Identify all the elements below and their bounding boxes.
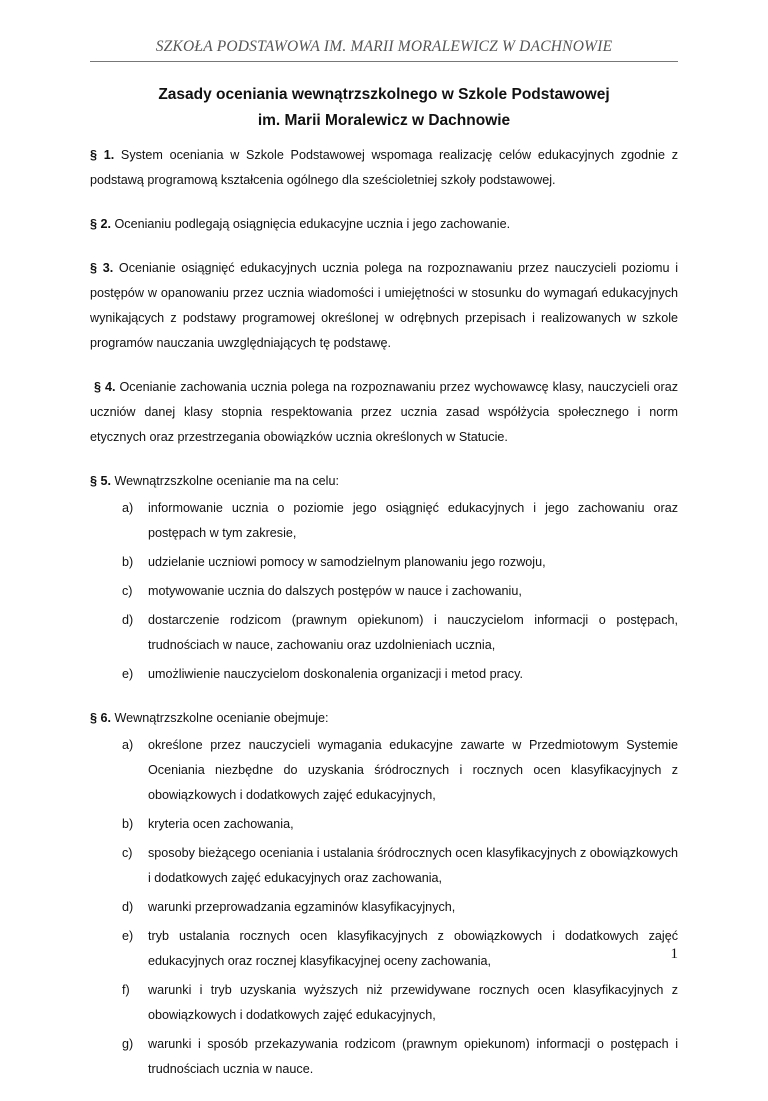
list-item-text: warunki i sposób przekazywania rodzicom (prawnym opiekunom) informacji o postępach i trudnościach ucznia w nauce. <box>148 1037 678 1076</box>
list-item-letter: b) <box>122 817 134 831</box>
paragraph-text: Wewnątrzszkolne ocenianie obejmuje: <box>111 711 329 725</box>
list-item <box>90 662 678 687</box>
list-item <box>90 1032 678 1082</box>
paragraph-6 <box>90 706 678 731</box>
list-item-text: umożliwienie nauczycielom doskonalenia organizacji i metod pracy. <box>148 667 523 681</box>
paragraph-6-list <box>90 733 678 1082</box>
paragraph-text: Ocenianiu podlegają osiągnięcia edukacyjne ucznia i jego zachowanie. <box>111 217 511 231</box>
list-item-text: udzielanie uczniowi pomocy w samodzielnym planowaniu jego rozwoju, <box>148 555 546 569</box>
list-item-letter: a) <box>122 738 134 752</box>
title-line-1: Zasady oceniania wewnątrzszkolnego w Szkole Podstawowej <box>158 86 610 103</box>
list-item <box>90 812 678 837</box>
header-divider <box>90 61 678 62</box>
paragraph-1 <box>90 143 678 193</box>
list-item-letter: d) <box>122 900 134 914</box>
paragraph-text: Wewnątrzszkolne ocenianie ma na celu: <box>111 474 339 488</box>
list-item <box>90 895 678 920</box>
list-item-text: kryteria ocen zachowania, <box>148 817 294 831</box>
list-item-letter: e) <box>122 667 134 681</box>
paragraph-4 <box>90 375 678 450</box>
paragraph-5 <box>90 469 678 494</box>
list-item-text: warunki i tryb uzyskania wyższych niż przewidywane rocznych ocen klasyfikacyjnych z obowiązkowych i dodatkowych zajęć edukacyjnych, <box>148 983 678 1022</box>
paragraph-number: § 3. <box>90 261 114 275</box>
paragraph-5-list <box>90 496 678 687</box>
list-item <box>90 733 678 808</box>
list-item-text: określone przez nauczycieli wymagania edukacyjne zawarte w Przedmiotowym Systemie Oceniania niezbędne do uzyskania śródrocznych i rocznych ocen klasyfikacyjnych z obowiązkowych i dodatkowych zajęć edukacyjnych, <box>148 738 678 802</box>
list-item <box>90 978 678 1028</box>
title-line-2: im. Marii Moralewicz w Dachnowie <box>257 112 511 129</box>
paragraph-number: § 2. <box>90 217 112 231</box>
paragraph-number: § 6. <box>90 711 112 725</box>
paragraph-number: § 4. <box>94 380 116 394</box>
list-item <box>90 496 678 546</box>
list-item <box>90 608 678 658</box>
list-item-text: warunki przeprowadzania egzaminów klasyfikacyjnych, <box>148 900 456 914</box>
document-body <box>90 143 678 1101</box>
paragraph-text: Ocenianie zachowania ucznia polega na rozpoznawaniu przez wychowawcę klasy, nauczycieli oraz uczniów danej klasy stopnia respektowania przez ucznia zasad współżycia społecznego i norm etycznych oraz przestrzegania obowiązków ucznia określonych w Statucie. <box>90 380 678 444</box>
list-item-text: informowanie ucznia o poziomie jego osiągnięć edukacyjnych i jego zachowaniu oraz postępach w tym zakresie, <box>148 501 678 540</box>
list-item-letter: f) <box>122 983 130 997</box>
list-item-letter: a) <box>122 501 134 515</box>
running-header: SZKOŁA PODSTAWOWA IM. MARII MORALEWICZ W DACHNOWIE <box>155 38 613 55</box>
list-item-letter: e) <box>122 929 134 943</box>
list-item-letter: g) <box>122 1037 134 1051</box>
list-item <box>90 841 678 891</box>
list-item-text: motywowanie ucznia do dalszych postępów w nauce i zachowaniu, <box>148 584 522 598</box>
list-item-text: tryb ustalania rocznych ocen klasyfikacyjnych z obowiązkowych i dodatkowych zajęć edukacyjnych oraz rocznej klasyfikacyjnej oceny zachowania, <box>148 929 678 968</box>
list-item-letter: c) <box>122 584 133 598</box>
list-item-text: dostarczenie rodzicom (prawnym opiekunom) i nauczycielom informacji o postępach, trudnościach w nauce, zachowaniu oraz uzdolnieniach ucznia, <box>148 613 678 652</box>
list-item-letter: c) <box>122 846 133 860</box>
paragraph-2 <box>90 212 678 237</box>
paragraph-3 <box>90 256 678 356</box>
list-item-letter: d) <box>122 613 134 627</box>
paragraph-number: § 5. <box>90 474 112 488</box>
paragraph-number: § 1. <box>90 148 115 162</box>
list-item-letter: b) <box>122 555 134 569</box>
list-item <box>90 924 678 974</box>
list-item <box>90 579 678 604</box>
document-title <box>90 82 678 134</box>
page-number: 1 <box>670 946 678 962</box>
paragraph-text: Ocenianie osiągnięć edukacyjnych ucznia polega na rozpoznawaniu przez nauczycieli poziomu i postępów w opanowaniu przez ucznia wiadomości i umiejętności w stosunku do wymagań edukacyjnych wynikających z podstawy programowej określonej w odrębnych przepisach i realizowanych w szkole programów nauczania uwzględniających tę podstawę. <box>90 261 678 350</box>
paragraph-text: System oceniania w Szkole Podstawowej wspomaga realizację celów edukacyjnych zgodnie z podstawą programową kształcenia ogólnego dla sześcioletniej szkoły podstawowej. <box>90 148 678 187</box>
list-item-text: sposoby bieżącego oceniania i ustalania śródrocznych ocen klasyfikacyjnych z obowiązkowych i dodatkowych zajęć edukacyjnych oraz zachowania, <box>148 846 678 885</box>
list-item <box>90 550 678 575</box>
